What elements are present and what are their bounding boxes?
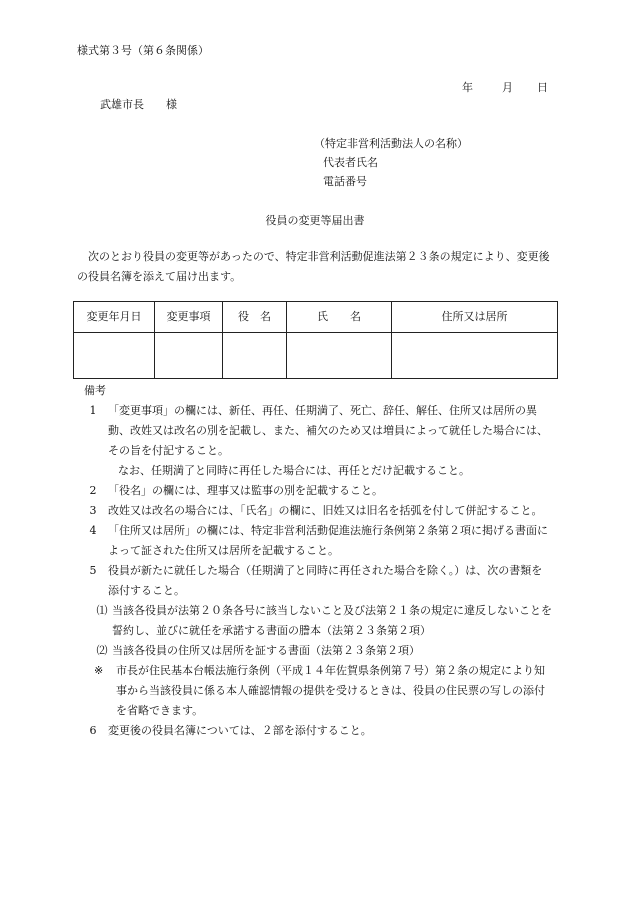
remark-number: 1	[89, 404, 97, 417]
subitem-text: 当該各役員が法第２０条各号に該当しないこと及び法第２１条の規定に違反しないことを誓約し、並びに就任を承諾する書面の謄本（法第２３条第２項）	[112, 604, 552, 637]
table-cell	[392, 333, 558, 379]
col-header-change-item: 変更事項	[155, 302, 223, 333]
asterisk-text: 市長が住民基本台帳法施行条例（平成１４年佐賀県条例第７号）第２条の規定により知事から当該役員に係る本人確認情報の提供を受けるときは、役員の住民票の写しの添付を省略できます。	[116, 664, 545, 717]
remark-item-6	[78, 721, 553, 741]
submission-date	[462, 81, 548, 94]
date-day-label: 日	[537, 81, 548, 94]
remark-item-4	[78, 521, 553, 561]
table-cell	[287, 333, 392, 379]
remark-text: 「住所又は居所」の欄には、特定非営利活動促進法施行条例第２条第２項に掲げる書面によって証された住所又は居所を記載すること。	[108, 524, 548, 557]
table-cell	[155, 333, 223, 379]
remark-subitem-1	[78, 601, 553, 641]
subitem-number: ⑴	[96, 604, 108, 617]
remark-item-1-note: なお、任期満了と同時に再任した場合には、再任とだけ記載すること。	[118, 464, 470, 477]
remark-number: 4	[89, 524, 97, 537]
col-header-change-date: 変更年月日	[74, 302, 155, 333]
document-title: 役員の変更等届出書	[265, 214, 365, 227]
remark-text: 「変更事項」の欄には、新任、再任、任期満了、死亡、辞任、解任、住所又は居所の異動、改姓又は改名の別を記載し、また、補欠のため又は増員によって就任した場合には、その旨を付記すること。	[108, 404, 548, 457]
table-cell	[223, 333, 287, 379]
remark-subitem-2	[78, 641, 553, 661]
date-month-label: 月	[502, 81, 513, 94]
col-header-position: 役 名	[223, 302, 287, 333]
subitem-number: ⑵	[96, 644, 108, 657]
representative-label: 代表者氏名	[323, 156, 378, 169]
remark-text: 変更後の役員名簿については、２部を添付すること。	[108, 724, 372, 737]
asterisk-mark: ※	[94, 664, 104, 677]
officer-change-table	[73, 301, 558, 379]
remark-text: 「役名」の欄には、理事又は監事の別を記載すること。	[108, 484, 383, 497]
remark-number: 2	[89, 484, 97, 497]
table-row	[74, 333, 558, 379]
remark-asterisk-note	[78, 661, 553, 721]
remarks-heading: 備考	[84, 384, 106, 397]
form-number: 様式第３号（第６条関係）	[77, 44, 209, 57]
addressee: 武雄市長 様	[100, 98, 177, 111]
col-header-address: 住所又は居所	[392, 302, 558, 333]
body-text: 次のとおり役員の変更等があったので、特定非営利活動促進法第２３条の規定により、変更後の役員名簿を添えて届け出ます。	[77, 250, 550, 283]
remarks-section	[78, 381, 553, 741]
remark-text: 改姓又は改名の場合には、「氏名」の欄に、旧姓又は旧名を括弧を付して併記すること。	[108, 504, 543, 517]
subitem-text: 当該各役員の住所又は居所を証する書面（法第２３条第２項）	[112, 644, 420, 657]
remark-item-2	[78, 481, 553, 501]
remark-number: 5	[89, 564, 97, 577]
org-name-label: （特定非営利活動法人の名称）	[314, 137, 468, 150]
remark-number: 6	[89, 724, 97, 737]
remark-number: 3	[89, 504, 97, 517]
remark-item-3	[78, 501, 553, 521]
remark-item-1	[78, 401, 553, 461]
phone-label: 電話番号	[323, 175, 367, 188]
table-cell	[74, 333, 155, 379]
date-year-label: 年	[462, 81, 473, 94]
remark-item-5	[78, 561, 553, 601]
table-header-row	[74, 302, 558, 333]
col-header-name: 氏 名	[287, 302, 392, 333]
remark-text: 役員が新たに就任した場合（任期満了と同時に再任された場合を除く。）は、次の書類を添付すること。	[108, 564, 543, 597]
